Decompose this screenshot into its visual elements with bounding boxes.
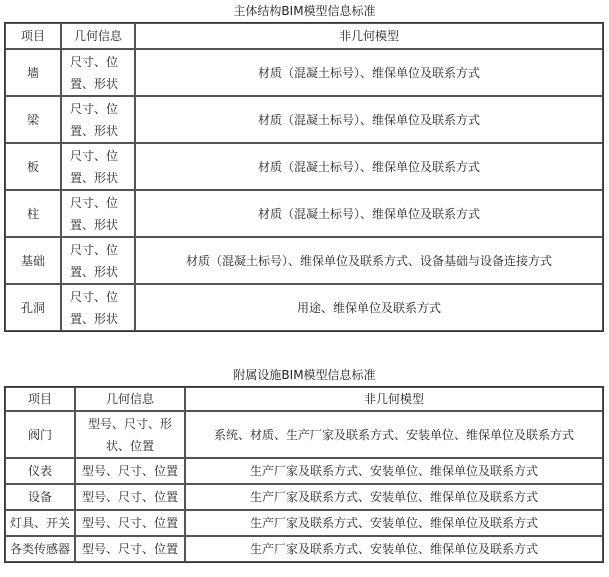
geometry-line: 型号、尺寸、形 (87, 416, 172, 431)
table-row (5, 143, 603, 190)
row-geometry (61, 49, 135, 96)
geometry-line: 置、形状 (70, 217, 119, 232)
structure-bim-table (4, 22, 604, 332)
row-item: 阀门 (5, 411, 75, 458)
header-geometry: 几何信息 (75, 387, 185, 411)
geometry-line: 置、形状 (70, 264, 119, 279)
row-item: 墙 (5, 49, 61, 96)
header-nongeometry: 非几何模型 (135, 23, 603, 49)
geometry-line: 状、位置 (105, 438, 154, 453)
row-item: 梁 (5, 96, 61, 143)
row-geometry: 型号、尺寸、位置 (75, 536, 185, 562)
row-nongeometry: 材质（混凝土标号）、维保单位及联系方式 (135, 96, 603, 143)
table-row (5, 510, 603, 536)
row-item: 柱 (5, 190, 61, 237)
geometry-line: 尺寸、位 (70, 242, 119, 257)
row-nongeometry: 材质（混凝土标号）、维保单位及联系方式 (135, 143, 603, 190)
row-geometry: 型号、尺寸、位置 (75, 510, 185, 536)
row-nongeometry: 生产厂家及联系方式、安装单位、维保单位及联系方式 (185, 510, 603, 536)
geometry-line: 尺寸、位 (70, 148, 119, 163)
geometry-line: 尺寸、位 (70, 54, 119, 69)
table1-caption: 主体结构BIM模型信息标准 (233, 4, 376, 18)
row-nongeometry: 材质（混凝土标号）、维保单位及联系方式、设备基础与设备连接方式 (135, 237, 603, 284)
geometry-line: 置、形状 (70, 311, 119, 326)
row-item: 孔洞 (5, 284, 61, 331)
header-nongeometry: 非几何模型 (185, 387, 603, 411)
row-nongeometry: 用途、维保单位及联系方式 (135, 284, 603, 331)
row-item: 仪表 (5, 458, 75, 484)
geometry-line: 置、形状 (70, 123, 119, 138)
row-nongeometry: 材质（混凝土标号）、维保单位及联系方式 (135, 49, 603, 96)
row-item: 设备 (5, 484, 75, 510)
geometry-line: 置、形状 (70, 170, 119, 185)
row-geometry (61, 96, 135, 143)
table-row (5, 411, 603, 458)
header-item: 项目 (5, 387, 75, 411)
row-geometry: 型号、尺寸、位置 (75, 458, 185, 484)
row-item: 基础 (5, 237, 61, 284)
table-row (5, 284, 603, 331)
row-geometry (61, 143, 135, 190)
row-nongeometry: 生产厂家及联系方式、安装单位、维保单位及联系方式 (185, 458, 603, 484)
row-geometry (75, 411, 185, 458)
row-geometry (61, 284, 135, 331)
table-row (5, 458, 603, 484)
table-row (5, 190, 603, 237)
table2-caption: 附属设施BIM模型信息标准 (233, 368, 376, 382)
table-row (5, 96, 603, 143)
header-item: 项目 (5, 23, 61, 49)
geometry-line: 尺寸、位 (70, 195, 119, 210)
facility-bim-table (4, 386, 604, 563)
table-row (5, 49, 603, 96)
row-geometry (61, 237, 135, 284)
table-row (5, 536, 603, 562)
geometry-line: 尺寸、位 (70, 101, 119, 116)
table-row (5, 484, 603, 510)
row-item: 板 (5, 143, 61, 190)
row-nongeometry: 生产厂家及联系方式、安装单位、维保单位及联系方式 (185, 536, 603, 562)
table-row (5, 237, 603, 284)
geometry-line: 尺寸、位 (70, 289, 119, 304)
table-header-row (5, 387, 603, 411)
row-item: 各类传感器 (5, 536, 75, 562)
geometry-line: 置、形状 (70, 76, 119, 91)
row-geometry: 型号、尺寸、位置 (75, 484, 185, 510)
row-nongeometry: 生产厂家及联系方式、安装单位、维保单位及联系方式 (185, 484, 603, 510)
row-geometry (61, 190, 135, 237)
row-nongeometry: 材质（混凝土标号）、维保单位及联系方式 (135, 190, 603, 237)
row-item: 灯具、开关 (5, 510, 75, 536)
header-geometry: 几何信息 (61, 23, 135, 49)
row-nongeometry: 系统、材质、生产厂家及联系方式、安装单位、维保单位及联系方式 (185, 411, 603, 458)
table-header-row (5, 23, 603, 49)
